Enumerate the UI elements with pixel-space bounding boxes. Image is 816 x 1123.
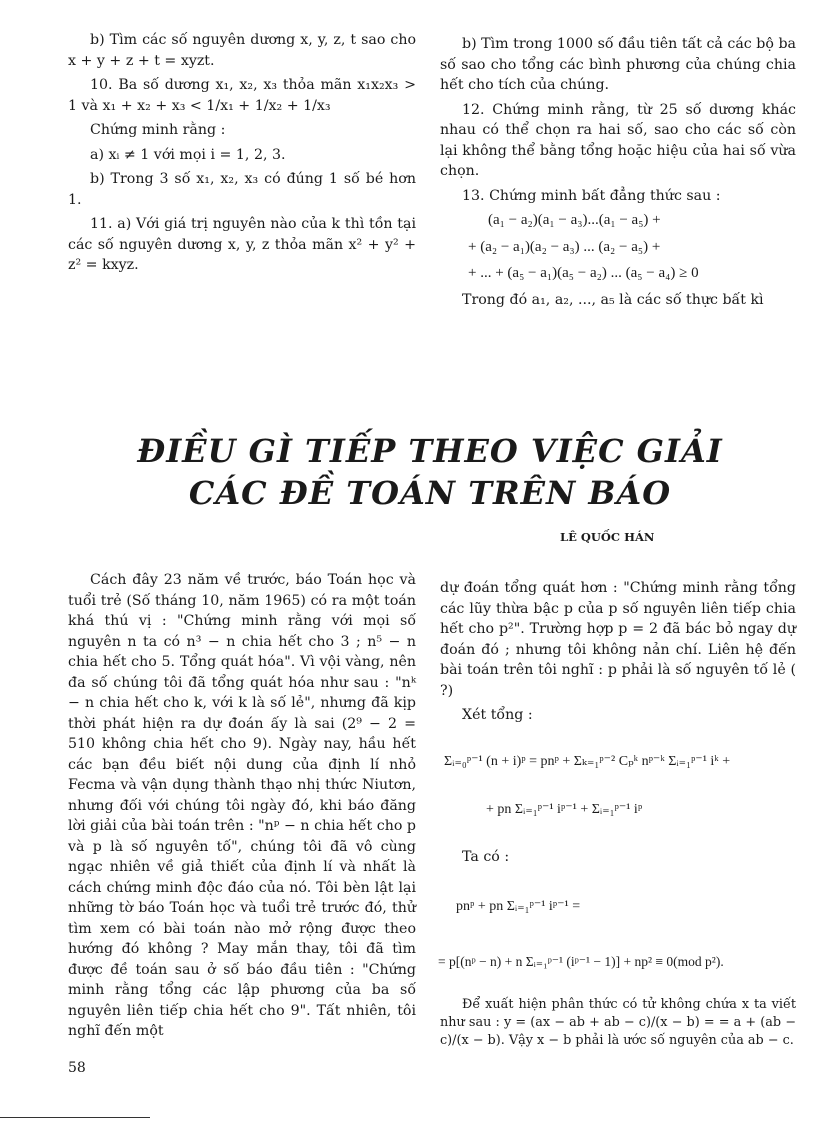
inequality-line-1: (a₁ − a₂)(a₁ − a₃)...(a₁ − a₅) + [488, 212, 661, 228]
article-body-left: Cách đây 23 năm về trước, báo Toán học và tuổi trẻ (Số tháng 10, năm 1965) có ra một toán khá thú vị : "Chứng minh rằng với mọi số nguyên n ta có n³ − n chia hết cho 3 ; n⁵ − n chia hết cho 5. Tổng quát hóa". Vì vội vàng, nên đa số chúng tôi đã tổng quát hóa như sau : "nᵏ − n chia hết cho k, với k là số lẻ", nhưng đã kịp thời phát hiện ra dự đoán ấy là sai (2⁹ − 2 = 510 không chia hết cho 9). Ngày nay, hầu hết các bạn đều biết nội dung của định lí nhỏ Fecma và vận dụng thành thạo nhị thức Niutơn, nhưng đối với chúng tôi ngày đó, khi báo đăng lời giải của bài toán trên : "nᵖ − n chia hết cho p và p là số nguyên tố", chúng tôi đã vô cùng ngạc nhiên về giả thiết của định lí và nhất là cách chứng minh độc đáo của nó. Tôi bèn lật lại những tờ báo Toán học và tuổi trẻ trước đó, thử tìm xem có bài toán nào mở rộng được theo hướng đó không ? May mắn thay, tôi đã tìm được đề toán sau ở số báo đầu tiên : "Chứng minh rằng tổng các lập phương của ba số nguyên liên tiếp chia hết cho 9". Tất nhiên, tôi nghĩ đến một [68, 572, 416, 1039]
fraction-note: Để xuất hiện phân thức có tử không chứa x ta viết như sau : y = (ax − ab + ab − c)/(x − b) = = a + (ab − c)/(x − b). Vậy x − b phải là ước số nguyên của ab − c. [440, 997, 796, 1048]
article-body-right: dự đoán tổng quát hơn : "Chứng minh rằng tổng các lũy thừa bậc p của p số nguyên liên tiếp chia hết cho p²". Trường hợp p = 2 đã bác bỏ ngay dự đoán đó ; nhưng tôi không nản chí. Liên hệ đến bài toán trên tôi nghĩ : p phải là số nguyên tố lẻ ( ?) [440, 580, 796, 699]
we-have-label: Ta có : [462, 848, 510, 865]
problem-11a: 11. a) Với giá trị nguyên nào của k thì tồn tại các số nguyên dương x, y, z thỏa mãn x² + y² + z² = kxyz. [68, 216, 416, 273]
top-left-column [68, 30, 416, 276]
congruence-line-2: = p[(nᵖ − n) + n Σᵢ₌₁ᵖ⁻¹ (iᵖ⁻¹ − 1)] + np² ≡ 0(mod p²). [438, 953, 724, 969]
problem-13: 13. Chứng minh bất đẳng thức sau : [462, 187, 721, 204]
top-right-column [440, 34, 796, 310]
inequality-line-2: + (a₂ − a₁)(a₂ − a₃) ... (a₂ − a₅) + [468, 238, 661, 255]
problem-10: 10. Ba số dương x₁, x₂, x₃ thỏa mãn x₁x₂x₃ > 1 và x₁ + x₂ + x₃ < 1/x₁ + 1/x₂ + 1/x₃ [68, 77, 416, 114]
prove-label: Chứng minh rằng : [90, 122, 226, 138]
article-left-column [68, 570, 416, 1042]
consider-sum-label: Xét tổng : [462, 707, 533, 723]
article-title-line-2: CÁC ĐỀ TOÁN TRÊN BÁO [188, 474, 672, 512]
sum-equation-line-2: + pn Σᵢ₌₁ᵖ⁻¹ iᵖ⁻¹ + Σᵢ₌₁ᵖ⁻¹ iᵖ [486, 802, 643, 817]
problem-11b: b) Tìm trong 1000 số đầu tiên tất cả các bộ ba số sao cho tổng các bình phương của chúng chia hết cho tích của chúng. [440, 36, 796, 93]
sum-equation-line-1: Σᵢ₌₀ᵖ⁻¹ (n + i)ᵖ = pnᵖ + Σₖ₌₁ᵖ⁻² Cₚᵏ nᵖ⁻ᵏ Σᵢ₌₁ᵖ⁻¹ iᵏ + [444, 753, 731, 769]
article-title-line-1: ĐIỀU GÌ TIẾP THEO VIỆC GIẢI [137, 432, 723, 470]
congruence-line-1: pnᵖ + pn Σᵢ₌₁ᵖ⁻¹ iᵖ⁻¹ = [456, 899, 581, 914]
problem-10-a: a) xᵢ ≠ 1 với mọi i = 1, 2, 3. [90, 146, 286, 163]
footer-rule [0, 1117, 150, 1118]
article-right-column [440, 578, 796, 1050]
problem-12: 12. Chứng minh rằng, từ 25 số dương khác nhau có thể chọn ra hai số, sao cho các số còn lại không thể bằng tổng hoặc hiệu của hai số vừa chọn. [440, 101, 796, 179]
inequality-line-3: + ... + (a₅ − a₁)(a₅ − a₂) ... (a₅ − a₄) ≥ 0 [468, 265, 699, 281]
problem-10b: b) Tìm các số nguyên dương x, y, z, t sao cho x + y + z + t = xyzt. [68, 32, 416, 69]
problem-13-note: Trong đó a₁, a₂, ..., a₅ là các số thực bất kì [462, 291, 764, 308]
page-number: 58 [68, 1060, 86, 1076]
article-author: LÊ QUỐC HÁN [560, 530, 655, 544]
problem-10-b: b) Trong 3 số x₁, x₂, x₃ có đúng 1 số bé hơn 1. [68, 171, 416, 208]
